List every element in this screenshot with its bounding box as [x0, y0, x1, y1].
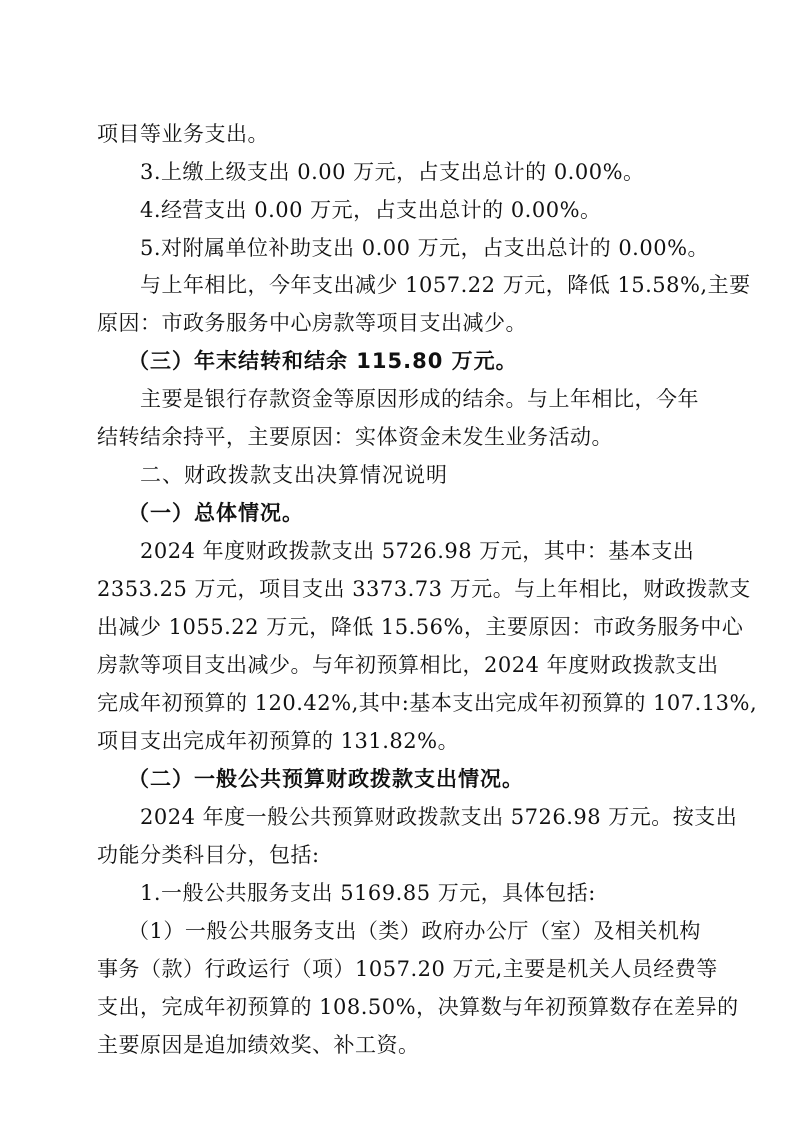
section-heading-fiscal-appropriation: 二、财政拨款支出决算情况说明 — [140, 463, 448, 487]
paragraph-line: 与上年相比，今年支出减少 1057.22 万元，降低 15.58%,主要 — [140, 273, 751, 297]
paragraph-line: 2024 年度财政拨款支出 5726.98 万元，其中：基本支出 — [140, 539, 695, 563]
paragraph-line: 5.对附属单位补助支出 0.00 万元，占支出总计的 0.00%。 — [140, 236, 710, 260]
paragraph-line: 事务（款）行政运行（项）1057.20 万元,主要是机关人员经费等 — [97, 957, 718, 981]
paragraph-line: （1）一般公共服务支出（类）政府办公厅（室）及相关机构 — [128, 919, 701, 943]
paragraph-line: 房款等项目支出减少。与年初预算相比，2024 年度财政拨款支出 — [97, 653, 719, 677]
paragraph-line: 原因：市政务服务中心房款等项目支出减少。 — [97, 311, 527, 335]
paragraph-line: 功能分类科目分，包括: — [97, 843, 320, 867]
paragraph-line: 3.上缴上级支出 0.00 万元，占支出总计的 0.00%。 — [140, 160, 645, 184]
section-heading-year-end-balance: （三）年末结转和结余 115.80 万元。 — [128, 349, 518, 373]
paragraph-line: 主要原因是追加绩效奖、补工资。 — [97, 1033, 420, 1057]
paragraph-line: 4.经营支出 0.00 万元，占支出总计的 0.00%。 — [140, 198, 602, 222]
subsection-heading-general-budget: （二）一般公共预算财政拨款支出情况。 — [128, 767, 524, 791]
subsection-heading-overall: （一）总体情况。 — [128, 501, 304, 525]
paragraph-line: 支出，完成年初预算的 108.50%，决算数与年初预算数存在差异的 — [97, 995, 739, 1019]
paragraph-line: 完成年初预算的 120.42%,其中:基本支出完成年初预算的 107.13%, — [97, 691, 758, 715]
paragraph-line: 主要是银行存款资金等原因形成的结余。与上年相比，今年 — [140, 387, 699, 411]
paragraph-line: 2024 年度一般公共预算财政拨款支出 5726.98 万元。按支出 — [140, 805, 738, 829]
paragraph-line: 出减少 1055.22 万元，降低 15.56%，主要原因：市政务服务中心 — [97, 615, 744, 639]
paragraph-line: 项目等业务支出。 — [97, 122, 269, 146]
paragraph-line: 1.一般公共服务支出 5169.85 万元，具体包括: — [140, 881, 596, 905]
paragraph-line: 结转结余持平，主要原因：实体资金未发生业务活动。 — [97, 425, 613, 449]
paragraph-line: 项目支出完成年初预算的 131.82%。 — [97, 729, 460, 753]
paragraph-line: 2353.25 万元，项目支出 3373.73 万元。与上年相比，财政拨款支 — [97, 577, 751, 601]
